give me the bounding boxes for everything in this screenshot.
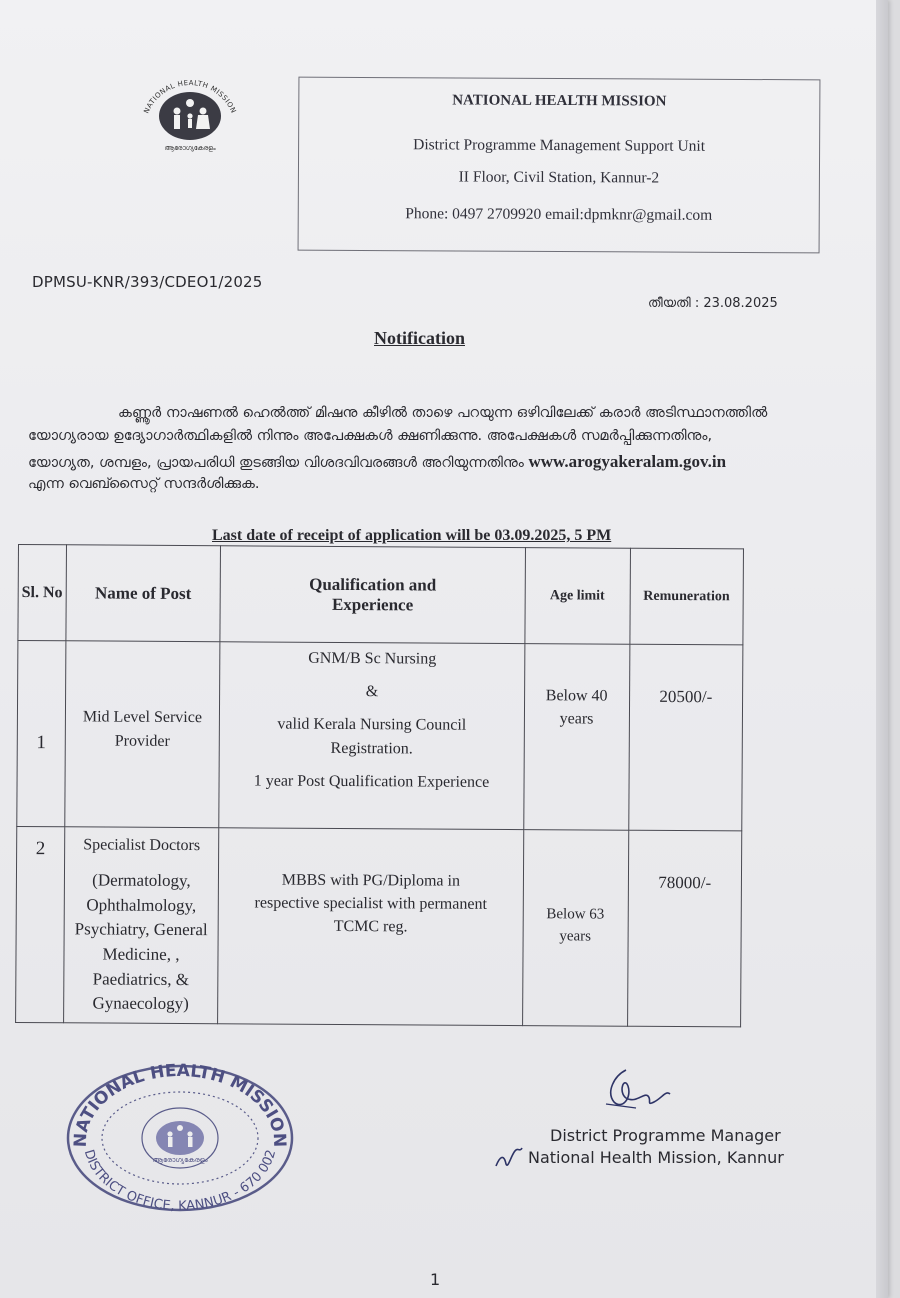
svg-text:NATIONAL HEALTH MISSION: NATIONAL HEALTH MISSION: [70, 1060, 290, 1148]
row1-remuneration: [628, 644, 743, 831]
header-sl-no: Sl. No: [18, 545, 66, 641]
row2-post: [63, 827, 219, 1024]
row1-qual-2: &: [365, 683, 379, 701]
website-link[interactable]: www.arogyakeralam.gov.in: [528, 452, 727, 471]
row2-remuneration: [627, 830, 742, 1027]
page-stack-edge: [876, 0, 888, 1298]
row2-sl-no: [16, 826, 65, 1022]
header-qualification: Qualification and Experience: [220, 546, 525, 644]
row1-age-text: Below 40 years: [545, 687, 608, 728]
unit-name: District Programme Management Support Unit: [413, 136, 706, 155]
row2-sl-no-text: 2: [35, 838, 46, 860]
row2-post-detail: (Dermatology, Ophthalmology, Psychiatry, General Medicine, , Paediatrics, & Gynaecology): [74, 870, 208, 1014]
row1-post: [65, 641, 221, 828]
svg-text:ആരോഗ്യകേരളം: ആരോഗ്യകേരളം: [164, 144, 216, 152]
page-title: Notification: [374, 328, 465, 348]
svg-text:DISTRICT OFFICE, KANNUR - 670: DISTRICT OFFICE, KANNUR - 670 002: [80, 1147, 280, 1214]
organization-name: NATIONAL HEALTH MISSION: [452, 92, 667, 110]
last-date-notice: Last date of receipt of application will be 03.09.2025, 5 PM: [212, 527, 612, 544]
table-header-row: [18, 545, 744, 645]
header-post: Name of Post: [66, 545, 221, 642]
row1-post-text: Mid Level Service Provider: [82, 708, 203, 750]
row1-qualification: [219, 642, 525, 830]
row2-qual-1: MBBS with PG/Diploma in respective specialist with permanent TCMC reg.: [254, 871, 487, 936]
signatory-office: National Health Mission, Kannur: [528, 1148, 784, 1168]
svg-text:ആരോഗ്യകേരളം: ആരോഗ്യകേരളം: [152, 1156, 208, 1164]
row1-sl-no-text: 1: [36, 732, 46, 754]
row1-sl-no: [17, 641, 66, 827]
row2-post-text: Specialist Doctors: [83, 836, 201, 855]
body-line-2: യോഗ്യരായ ഉദ്യോഗാർത്ഥികളിൽ നിന്നും അപേക്ഷകൾ ക്ഷണിക്കുന്നു. അപേക്ഷകൾ സമർപ്പിക്കുന്നതിനും,: [28, 428, 713, 444]
vacancy-table: [15, 544, 744, 1027]
row2-qualification: [218, 828, 524, 1026]
body-line-3: [28, 452, 840, 472]
address: II Floor, Civil Station, Kannur-2: [458, 168, 660, 187]
row1-qual-1: GNM/B Sc Nursing: [308, 649, 437, 668]
row2-age: [522, 830, 628, 1027]
header-age-limit: Age limit: [525, 548, 631, 645]
signature: [596, 1062, 676, 1122]
office-seal-stamp: [64, 1058, 296, 1214]
initial-mark: [494, 1142, 524, 1172]
page-number: 1: [430, 1270, 441, 1289]
row1-qual-3: valid Kerala Nursing Council Registration.: [277, 715, 467, 757]
row2-remuneration-text: 78000/-: [658, 872, 712, 893]
row1-qual-4: 1 year Post Qualification Experience: [253, 772, 490, 791]
notice-date: തീയതി : 23.08.2025: [648, 296, 778, 311]
row1-age: [523, 644, 629, 831]
body-line-3-text: യോഗ്യത, ശമ്പളം, പ്രായപരിധി തുടങ്ങിയ വിശദവിവരങ്ങൾ അറിയുന്നതിനും: [28, 455, 524, 471]
row1-remuneration-text: 20500/-: [659, 686, 713, 707]
table-row: [16, 826, 742, 1026]
signatory-block: [528, 1125, 784, 1170]
svg-text:NATIONAL HEALTH MISSION: NATIONAL HEALTH MISSION: [142, 78, 238, 115]
nhm-logo: [135, 78, 241, 156]
letterhead-box: [298, 77, 821, 254]
header-remuneration: Remuneration: [629, 548, 743, 645]
body-line-1: കണ്ണൂർ നാഷണൽ ഹെൽത്ത് മിഷനു കീഴിൽ താഴെ പറയുന്ന ഒഴിവിലേക്ക് കരാർ അടിസ്ഥാനത്തിൽ: [118, 405, 768, 421]
table-row: [17, 641, 743, 831]
reference-number: DPMSU-KNR/393/CDEO1/2025: [32, 273, 263, 291]
contact-info: Phone: 0497 2709920 email:dpmknr@gmail.com: [405, 205, 713, 224]
row2-age-text: Below 63 years: [546, 906, 605, 945]
signatory-title: District Programme Manager: [550, 1126, 781, 1145]
body-line-4: എന്ന വെബ്സൈറ്റ് സന്ദർശിക്കുക.: [28, 476, 260, 492]
